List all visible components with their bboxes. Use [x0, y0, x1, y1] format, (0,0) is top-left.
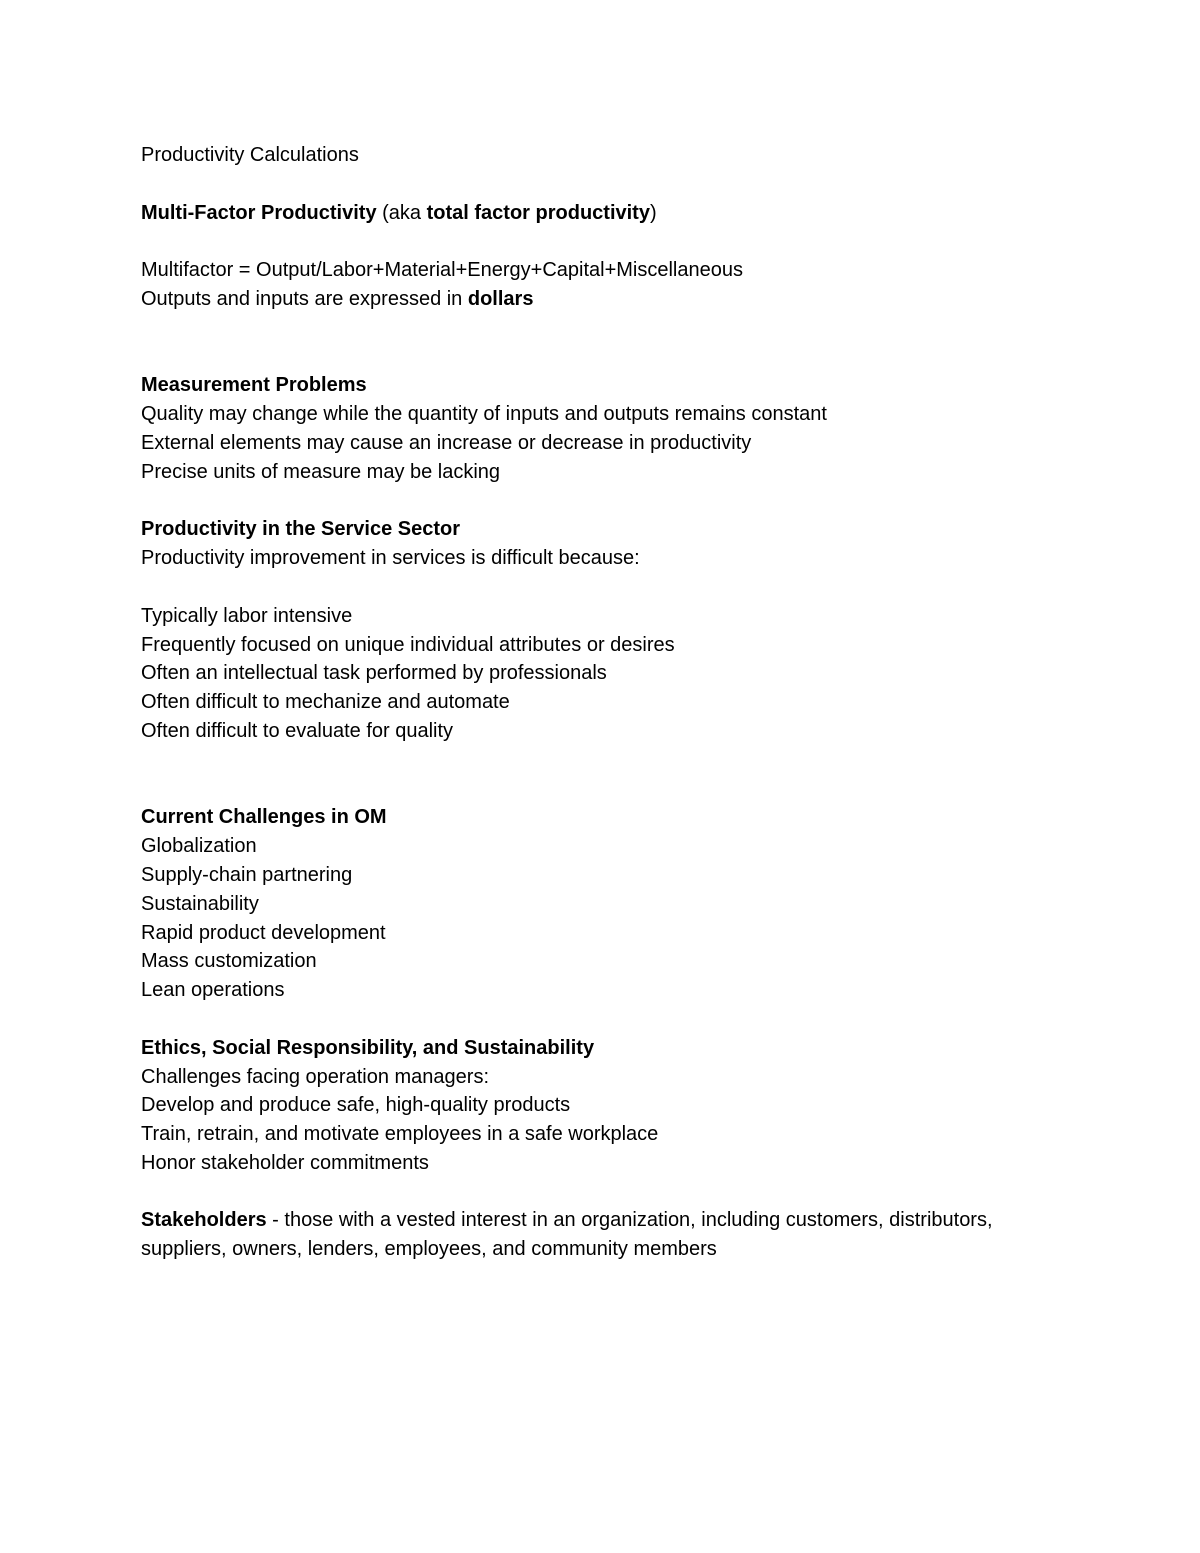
list-item: Train, retrain, and motivate employees in a safe workplace [141, 1123, 659, 1146]
spacer [141, 775, 1071, 804]
service-heading: Productivity in the Service Sector [141, 518, 460, 541]
list-item: Globalization [141, 835, 257, 858]
service-intro: Productivity improvement in services is difficult because: [141, 547, 640, 570]
spacer [141, 227, 1071, 256]
stakeholders-term: Stakeholders [141, 1209, 267, 1232]
list-item: Often an intellectual task performed by professionals [141, 662, 607, 685]
ethics-heading: Ethics, Social Responsibility, and Sustainability [141, 1036, 595, 1059]
multifactor-note-term: dollars [467, 287, 534, 310]
stakeholders-text: - those with a vested interest in an organization, including customers, distributors, suppliers, owners, lenders, employees, and community members [141, 1209, 993, 1261]
multifactor-aka-close: ) [649, 201, 657, 224]
list-item: Lean operations [141, 979, 285, 1002]
list-item: Typically labor intensive [141, 604, 353, 627]
multifactor-heading: Multi-Factor Productivity [141, 201, 377, 224]
list-item: External elements may cause an increase or decrease in productivity [141, 431, 752, 454]
document-page [141, 141, 1071, 1264]
spacer [141, 343, 1071, 372]
list-item: Supply-chain partnering [141, 863, 353, 886]
spacer [141, 573, 1071, 602]
multifactor-aka-open: (aka [376, 201, 427, 224]
list-item: Honor stakeholder commitments [141, 1151, 429, 1174]
spacer [141, 1005, 1071, 1034]
document-title: Productivity Calculations [141, 144, 359, 166]
list-item: Frequently focused on unique individual attributes or desires [141, 633, 675, 656]
challenges-heading: Current Challenges in OM [141, 806, 387, 829]
multifactor-note [141, 285, 1071, 314]
list-item: Rapid product development [141, 921, 386, 944]
list-item: Sustainability [141, 892, 259, 915]
list-item: Often difficult to mechanize and automate [141, 691, 510, 714]
spacer [141, 314, 1071, 343]
list-item: Quality may change while the quantity of inputs and outputs remains constant [141, 403, 827, 426]
list-item: Develop and produce safe, high-quality products [141, 1094, 571, 1117]
ethics-intro: Challenges facing operation managers: [141, 1065, 489, 1088]
spacer [141, 487, 1071, 516]
list-item: Precise units of measure may be lacking [141, 460, 501, 483]
multifactor-note-prefix: Outputs and inputs are expressed in [141, 287, 468, 310]
stakeholders-definition [141, 1206, 1071, 1264]
spacer [141, 170, 1071, 199]
measurement-heading: Measurement Problems [141, 374, 367, 397]
list-item: Often difficult to evaluate for quality [141, 719, 454, 742]
list-item: Mass customization [141, 950, 317, 973]
multifactor-formula: Multifactor = Output/Labor+Material+Energy+Capital+Miscellaneous [141, 259, 743, 282]
multifactor-heading-line [141, 199, 1071, 228]
spacer [141, 746, 1071, 775]
multifactor-aka-term: total factor productivity [426, 201, 650, 224]
spacer [141, 1178, 1071, 1207]
